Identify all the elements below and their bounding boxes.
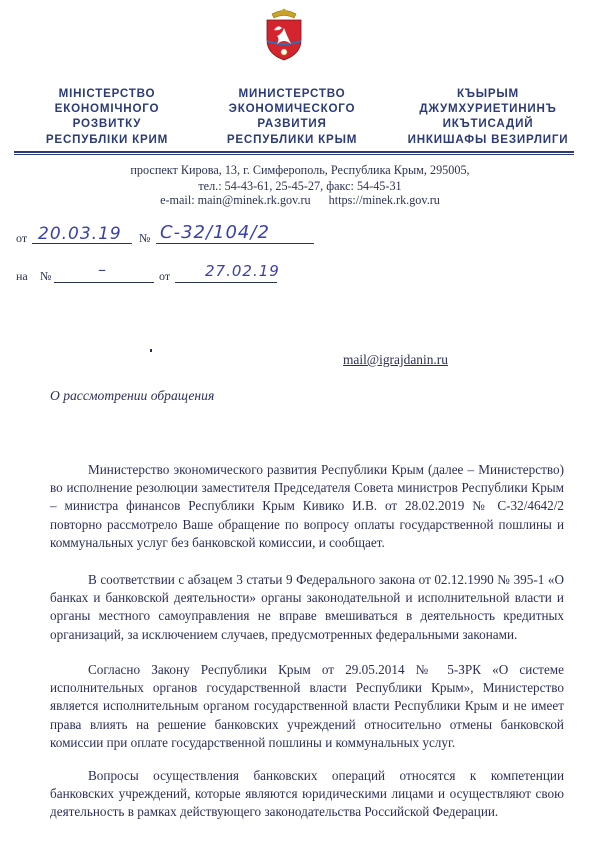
header-line: ЭКОНОМИЧЕСКОГО	[228, 102, 356, 116]
ministry-email[interactable]: e-mail: main@minek.rk.gov.ru	[160, 193, 311, 207]
number-label: №	[139, 231, 151, 245]
header-line: ДЖУМХУРИЕТИНИНЪ	[419, 102, 557, 116]
header-divider	[14, 154, 574, 155]
contact-block	[60, 163, 540, 194]
reply-number-label: №	[40, 269, 52, 283]
header-line: МИНИСТЕРСТВО	[238, 87, 346, 100]
reply-date-underline	[175, 281, 277, 283]
header-ukrainian	[22, 86, 192, 147]
letter-subject: О рассмотрении обращения	[50, 388, 215, 403]
outgoing-number-handwritten: С-32/104/2	[160, 222, 270, 243]
ministry-website[interactable]: https://minek.rk.gov.ru	[328, 193, 440, 207]
header-line: ИКЪТИСАДИЙ	[442, 117, 534, 131]
reply-number-handwritten: –	[98, 260, 107, 279]
header-line: РОЗВИТКУ	[72, 117, 142, 131]
header-line: ЕКОНОМІЧНОГО	[54, 102, 160, 116]
from-date-handwritten: 20.03.19	[38, 224, 122, 244]
address-line: проспект Кирова, 13, г. Симферополь, Республика Крым, 295005,	[130, 163, 470, 177]
header-line: КЪЫРЫМ	[456, 87, 520, 100]
contact-online	[60, 193, 540, 209]
phones-line: тел.: 54-43-61, 25-45-27, факс: 54-45-31	[198, 178, 402, 193]
body-paragraph: В соответствии с абзацем 3 статьи 9 Федерального закона от 02.12.1990 № 395-1 «О банках и банковской деятельности» органы законодательной и исполнительной власти и органы местного самоуправления не вправе вмешиваться в деятельность кредитных организаций, за исключением случаев, предусмотренных федеральными законами.	[50, 572, 564, 642]
recipient-email[interactable]: mail@igrajdanin.ru	[343, 352, 448, 367]
body-paragraph: Согласно Закону Республики Крым от 29.05.2014 № 5-ЗРК «О системе исполнительных органов государственной власти Республики Крым», Министерство является исполнительным органом государственной власти Республики Крым и не имеет права влиять на решение банковских учреждений относительно отмены банковской комиссии при оплате государственной пошлины и коммунальных услуг.	[50, 662, 564, 750]
header-line: РЕСПУБЛІКИ КРИМ	[45, 132, 169, 146]
reply-number-underline	[54, 281, 154, 283]
header-russian	[202, 86, 382, 147]
header-crimean-tatar	[390, 86, 586, 147]
header-divider	[14, 151, 574, 153]
header-line: РАЗВИТИЯ	[257, 117, 327, 131]
body-paragraph: Вопросы осуществления банковских операций относятся к компетенции банковских учреждений, которые являются юридическими лицами и осуществляют свою деятельность в рамках действующего законодательства Российской Федерации.	[50, 768, 564, 820]
header-line: ИНКИШАФЫ ВЕЗИРЛИГИ	[407, 132, 569, 146]
reply-date-label: от	[159, 269, 171, 283]
coat-of-arms-icon	[263, 6, 305, 62]
body-paragraph: Министерство экономического развития Республики Крым (далее – Министерство) во исполнение резолюции заместителя Председателя Совета министров Республики Крым – министра финансов Республики Крым Кивико И.В. от 28.02.2019 № С-32/4642/2 повторно рассмотрело Ваше обращение по вопросу оплаты государственной пошлины и коммунальных услуг без банковской комиссии, и сообщает.	[50, 462, 564, 550]
ink-dot	[150, 349, 152, 352]
reply-date-handwritten: 27.02.19	[205, 262, 280, 280]
header-line: РЕСПУБЛИКИ КРЫМ	[226, 132, 358, 146]
reply-to-label: на	[16, 269, 28, 283]
from-label: от	[16, 231, 28, 245]
header-line: МІНІСТЕРСТВО	[58, 87, 156, 100]
